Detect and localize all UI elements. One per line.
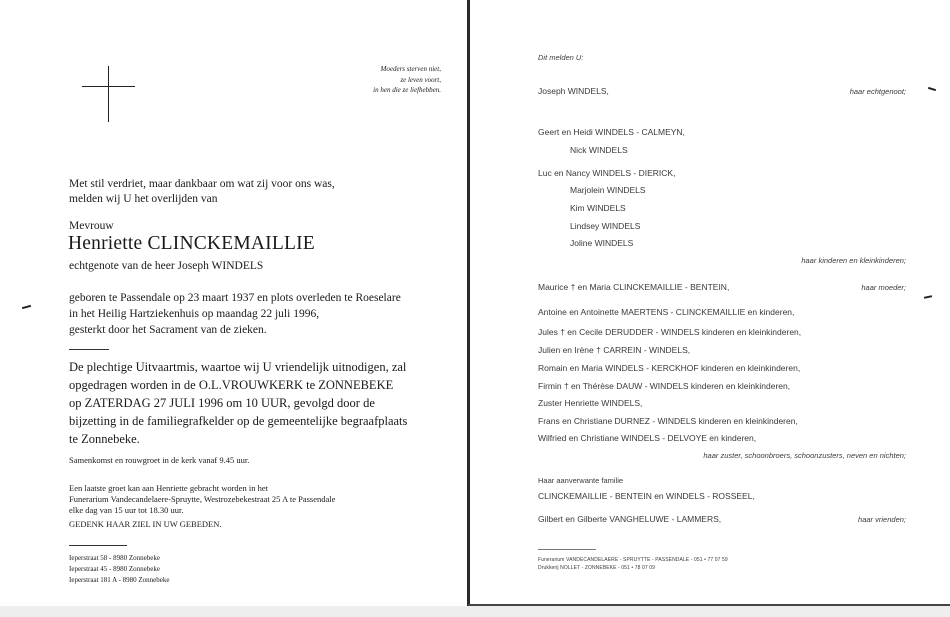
funeral-line: bijzetting in de familiegrafkelder op de gemeentelijke begraafplaats: [69, 414, 408, 428]
divider: [69, 545, 127, 546]
funeral-line: De plechtige Uitvaartmis, waartoe wij U vriendelijk uitnodigen, zal: [69, 360, 407, 374]
last-name: CLINCKEMAILLIE: [147, 233, 315, 254]
divider: [538, 549, 596, 550]
mourner-name: Jules † en Cecile DERUDDER - WINDELS kinderen en kleinkinderen,: [538, 327, 802, 337]
cross-icon-bar: [82, 86, 135, 87]
cross-icon: [108, 66, 109, 122]
printer-line: Funerarium VANDECANDELAERE - SPRUYTTE - PASSENDALE - 051 • 77 07 59: [538, 557, 728, 563]
right-page: [470, 0, 950, 606]
funeral-line: opgedragen worden in de O.L.VROUWKERK te ZONNEBEKE: [69, 378, 394, 392]
mourner-name: Luc en Nancy WINDELS - DIERICK,: [538, 168, 676, 178]
mourner-name: CLINCKEMAILLIE - BENTEIN en WINDELS - ROSSEEL,: [538, 491, 755, 501]
left-page: [0, 0, 468, 606]
life-line: gesterkt door het Sacrament van de zieken.: [69, 324, 267, 336]
mourner-name: Nick WINDELS: [570, 145, 628, 155]
mourner-name: Zuster Henriette WINDELS,: [538, 398, 643, 408]
mourner-name: Geert en Heidi WINDELS - CALMEYN,: [538, 127, 685, 137]
mourner-role: haar echtgenoot;: [849, 87, 906, 96]
mourner-name: Frans en Christiane DURNEZ - WINDELS kinderen en kleinkinderen,: [538, 416, 798, 426]
mourner-role: haar moeder;: [861, 283, 906, 292]
quote-line: in hen die ze liefhebben.: [373, 86, 441, 94]
mourner-name: Marjolein WINDELS: [570, 185, 646, 195]
spouse-line: echtgenote van de heer Joseph WINDELS: [69, 260, 264, 272]
fold-mark: [22, 305, 31, 309]
fold-mark: [928, 87, 936, 91]
mourners-header: Dit melden U:: [538, 53, 584, 62]
quote-line: ze leven voort,: [400, 75, 441, 84]
fold-mark: [924, 295, 932, 299]
mourner-name: Gilbert en Gilberte VANGHELUWE - LAMMERS,: [538, 514, 722, 524]
farewell-line: Een laatste groet kan aan Henriette gebracht worden in het: [69, 483, 268, 493]
quote: [373, 64, 441, 96]
prayer-line: GEDENK HAAR ZIEL IN UW GEBEDEN.: [69, 519, 222, 529]
mourner-role: haar vrienden;: [858, 515, 906, 524]
intro-line-1: Met stil verdriet, maar dankbaar om wat zij voor ons was,: [69, 178, 335, 190]
address-line: Ieperstraat 181 A - 8980 Zonnebeke: [69, 576, 170, 584]
mourner-name: Julien en Irène † CARREIN - WINDELS,: [538, 345, 691, 355]
address-line: Ieperstraat 58 - 8980 Zonnebeke: [69, 554, 160, 562]
mourner-name: Maurice † en Maria CLINCKEMAILLIE - BENTEIN,: [538, 282, 730, 292]
mourner-role: haar zuster, schoonbroers, schoonzusters, neven en nichten;: [703, 451, 906, 460]
mourner-name: Joline WINDELS: [570, 238, 634, 248]
mourner-name: Antoine en Antoinette MAERTENS - CLINCKEMAILLIE en kinderen,: [538, 307, 795, 317]
divider: [69, 349, 109, 350]
life-line: in het Heilig Hartziekenhuis op maandag 22 juli 1996,: [69, 308, 320, 320]
mourner-name: Kim WINDELS: [570, 203, 626, 213]
farewell-line: Funerarium Vandecandelaere-Spruytte, Westrozebekestraat 25 A te Passendale: [69, 494, 336, 504]
address-line: Ieperstraat 45 - 8980 Zonnebeke: [69, 565, 160, 573]
deceased-name: [68, 233, 315, 255]
first-name: Henriette: [68, 233, 143, 254]
mourner-name: Wilfried en Christiane WINDELS - DELVOYE en kinderen,: [538, 433, 757, 443]
page-shadow: [0, 606, 950, 617]
quote-line: Moeders sterven niet,: [380, 65, 441, 73]
mourner-name: Joseph WINDELS,: [538, 86, 609, 96]
mourner-name: Lindsey WINDELS: [570, 221, 641, 231]
intro-line-2: melden wij U het overlijden van: [69, 193, 218, 205]
salutation: Mevrouw: [69, 220, 114, 232]
farewell-line: elke dag van 15 uur tot 18.30 uur.: [69, 505, 184, 515]
mourner-role: haar kinderen en kleinkinderen;: [801, 256, 906, 265]
printer-line: Drukkerij NOLLET - ZONNEBEKE - 051 • 78 07 09: [538, 565, 656, 571]
life-line: geboren te Passendale op 23 maart 1937 en plots overleden te Roeselare: [69, 292, 401, 304]
funeral-line: op ZATERDAG 27 JULI 1996 om 10 UUR, gevolgd door de: [69, 396, 375, 410]
family-header: Haar aanverwante familie: [538, 476, 624, 485]
mourner-name: Romain en Maria WINDELS - KERCKHOF kinderen en kleinkinderen,: [538, 363, 801, 373]
gathering-note: Samenkomst en rouwgroet in de kerk vanaf 9.45 uur.: [69, 455, 250, 465]
funeral-line: te Zonnebeke.: [69, 432, 140, 446]
mourner-name: Firmin † en Thérèse DAUW - WINDELS kinderen en kleinkinderen,: [538, 381, 791, 391]
